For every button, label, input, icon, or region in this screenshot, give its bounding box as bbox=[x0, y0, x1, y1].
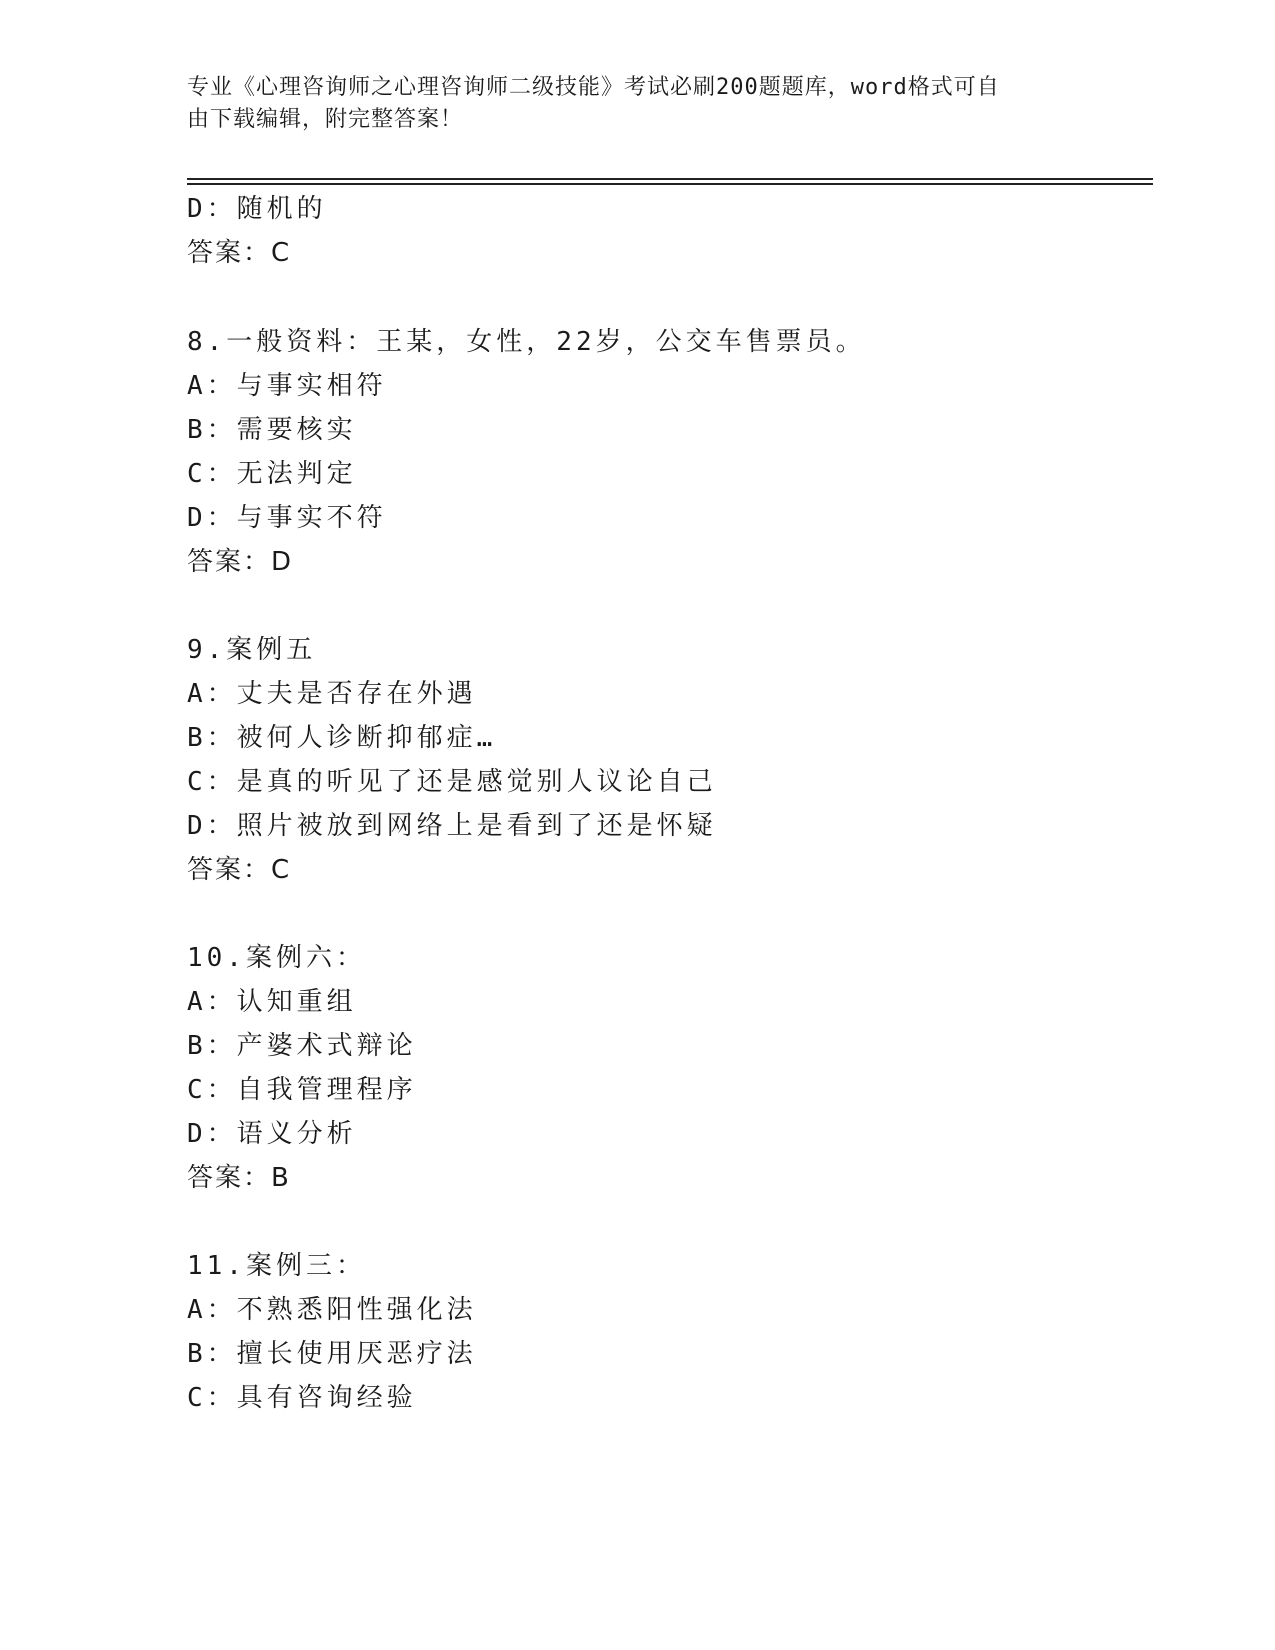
prev-answer: 答案：C bbox=[187, 238, 292, 268]
question-9-option-d: D：照片被放到网络上是看到了还是怀疑 bbox=[187, 811, 717, 841]
question-9-answer: 答案：C bbox=[187, 855, 292, 885]
question-11-option-a: A：不熟悉阳性强化法 bbox=[187, 1295, 477, 1325]
header-divider-bottom bbox=[187, 183, 1153, 185]
question-11-option-b: B：擅长使用厌恶疗法 bbox=[187, 1339, 477, 1369]
question-10-title: 10.案例六： bbox=[187, 943, 366, 973]
question-9-option-a: A：丈夫是否存在外遇 bbox=[187, 679, 477, 709]
question-8-option-b: B：需要核实 bbox=[187, 415, 357, 445]
header-line-2: 由下载编辑，附完整答案！ bbox=[187, 107, 464, 132]
header-divider-top bbox=[187, 178, 1153, 180]
question-10-option-b: B：产婆术式辩论 bbox=[187, 1031, 417, 1061]
question-8-option-a: A：与事实相符 bbox=[187, 371, 387, 401]
prev-option-d: D：随机的 bbox=[187, 194, 327, 224]
question-9-option-c: C：是真的听见了还是感觉别人议论自己 bbox=[187, 767, 717, 797]
question-8-title: 8.一般资料：王某，女性，22岁，公交车售票员。 bbox=[187, 327, 866, 357]
question-10-option-c: C：自我管理程序 bbox=[187, 1075, 417, 1105]
question-11-title: 11.案例三： bbox=[187, 1251, 366, 1281]
question-10-option-a: A：认知重组 bbox=[187, 987, 357, 1017]
question-10-answer: 答案：B bbox=[187, 1163, 291, 1193]
question-8-answer: 答案：D bbox=[187, 547, 294, 577]
question-8-option-c: C：无法判定 bbox=[187, 459, 357, 489]
header-line-1: 专业《心理咨询师之心理咨询师二级技能》考试必刷200题题库，word格式可自 bbox=[187, 75, 1000, 100]
question-11-option-c: C：具有咨询经验 bbox=[187, 1383, 417, 1413]
question-9-title: 9.案例五 bbox=[187, 635, 317, 665]
question-8-option-d: D：与事实不符 bbox=[187, 503, 387, 533]
question-10-option-d: D：语义分析 bbox=[187, 1119, 357, 1149]
question-9-option-b: B：被何人诊断抑郁症… bbox=[187, 723, 497, 753]
document-header bbox=[187, 72, 1067, 136]
